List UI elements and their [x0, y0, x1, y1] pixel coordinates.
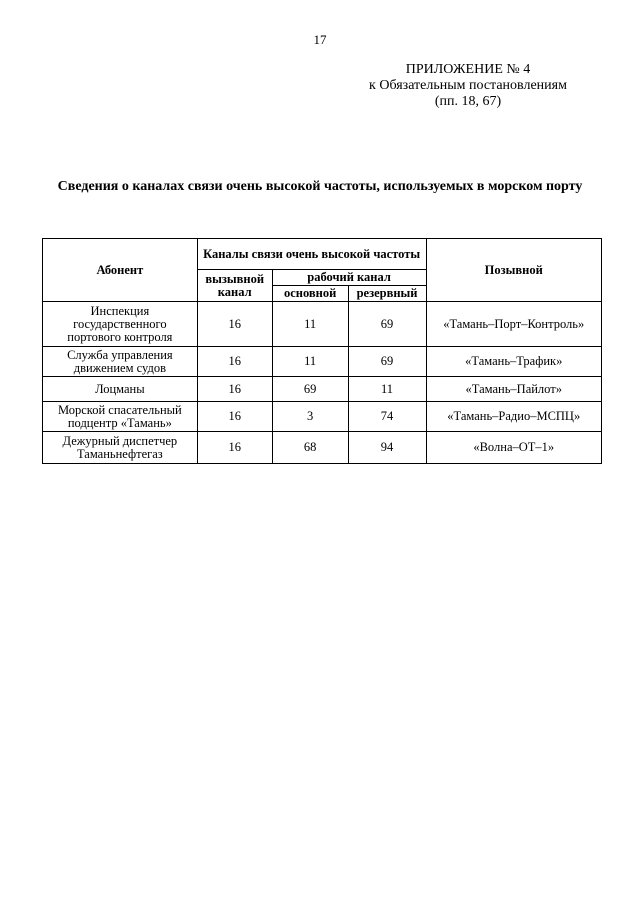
table-row — [43, 377, 602, 402]
cell-main: 69 — [272, 377, 348, 402]
cell-calling: 16 — [197, 302, 272, 347]
cell-calling: 16 — [197, 432, 272, 464]
cell-call-sign: «Тамань–Порт–Контроль» — [426, 302, 602, 347]
cell-subscriber: Морской спасательный подцентр «Тамань» — [43, 402, 198, 432]
header-working-channel: рабочий канал — [272, 270, 426, 286]
cell-reserve: 11 — [348, 377, 426, 402]
cell-main: 11 — [272, 347, 348, 377]
table-row — [43, 432, 602, 464]
appendix-clauses: (пп. 18, 67) — [434, 94, 502, 109]
vhf-channels-table — [42, 238, 602, 464]
cell-main: 11 — [272, 302, 348, 347]
cell-calling: 16 — [197, 402, 272, 432]
cell-call-sign: «Тамань–Пайлот» — [426, 377, 602, 402]
cell-subscriber: Служба управления движением судов — [43, 347, 198, 377]
table-row — [43, 347, 602, 377]
cell-reserve: 94 — [348, 432, 426, 464]
cell-subscriber: Дежурный диспетчер Таманьнефтегаз — [43, 432, 198, 464]
cell-call-sign: «Тамань–Трафик» — [426, 347, 602, 377]
cell-call-sign: «Волна–ОТ–1» — [426, 432, 602, 464]
cell-reserve: 69 — [348, 347, 426, 377]
header-calling-channel: вызывной канал — [197, 270, 272, 302]
document-title: Сведения о каналах связи очень высокой частоты, используемых в морском порту — [57, 179, 583, 194]
header-subscriber: Абонент — [43, 239, 198, 302]
cell-calling: 16 — [197, 347, 272, 377]
appendix-label: ПРИЛОЖЕНИЕ № 4 — [405, 62, 531, 77]
cell-main: 3 — [272, 402, 348, 432]
cell-reserve: 74 — [348, 402, 426, 432]
header-reserve: резервный — [348, 286, 426, 302]
table-row — [43, 402, 602, 432]
table-row — [43, 302, 602, 347]
cell-subscriber: Инспекция государственного портового контроля — [43, 302, 198, 347]
header-main: основной — [272, 286, 348, 302]
appendix-block — [338, 62, 598, 110]
appendix-reference: к Обязательным постановлениям — [369, 78, 567, 93]
cell-subscriber: Лоцманы — [43, 377, 198, 402]
cell-calling: 16 — [197, 377, 272, 402]
header-vhf-channels: Каналы связи очень высокой частоты — [197, 239, 426, 270]
page-number: 17 — [313, 32, 327, 47]
cell-reserve: 69 — [348, 302, 426, 347]
header-call-sign: Позывной — [426, 239, 602, 302]
cell-main: 68 — [272, 432, 348, 464]
cell-call-sign: «Тамань–Радио–МСПЦ» — [426, 402, 602, 432]
